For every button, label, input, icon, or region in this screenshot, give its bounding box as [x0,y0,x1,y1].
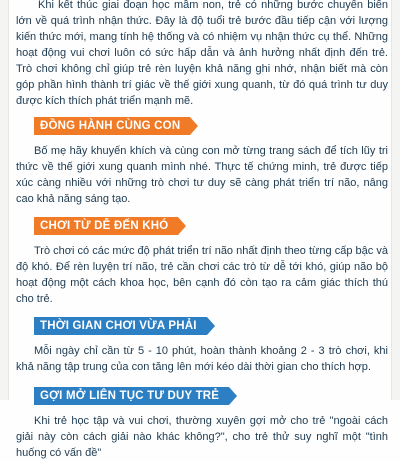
section-body-play-time: Mỗi ngày chỉ cần từ 5 - 10 phút, hoàn thành khoảng 2 - 3 trò chơi, khi khả năng tập trung của con tăng lên mới kéo dài thời gian cho thích hợp. [16,345,388,373]
section-body-companion: Bố mẹ hãy khuyến khích và cùng con mở từng trang sách để tích lũy tri thức về thế giới xung quanh mình nhé. Thực tế chứng minh, trẻ được tiếp xúc càng nhiều với những trò chơi tư duy sẽ càng phát triển trí não, nâng cao khả năng sáng tạo. [16,145,388,205]
page-edge-right [391,0,400,400]
section-heading-stimulate-thinking: GỢI MỞ LIÊN TỤC TƯ DUY TRẺ [34,387,229,405]
book-page [16,0,388,459]
section-heading-play-time: THỜI GIAN CHƠI VỪA PHẢI [34,317,207,335]
section-heading-easy-to-hard: CHƠI TỪ DỄ ĐẾN KHÓ [34,217,178,235]
intro-paragraph: Khi kết thúc giai đoạn học mầm non, trẻ có những bước chuyển biến lớn về quá trình nhận thức. Đây là độ tuổi trẻ bước đầu tiếp cận với lượng kiến thức mới, mang tính hệ thống và có nhiệm vụ nhận thức cụ thể. Những hoạt động vui chơi luôn có sức hấp dẫn và ảnh hưởng nhất định đến trẻ. Trò chơi không chỉ giúp trẻ rèn luyện khả năng ghi nhớ, nhận biết mà còn góp phần hình thành trí giác về thế giới xung quanh, từ đó quá trình tư duy được kích thích phát triển mạnh mẽ. [16,0,388,107]
section-heading-companion: ĐỒNG HÀNH CÙNG CON [34,117,190,135]
section-body-easy-to-hard: Trò chơi có các mức độ phát triển trí não nhất định theo từng cấp bậc và độ khó. Để rèn luyện trí não, trẻ cần chơi các trò từ dễ tới khó, giúp não bộ hoạt động một cách khoa học, bên cạnh đó còn tạo ra cảm giác thích thú cho trẻ. [16,245,388,305]
page-edge-left [0,0,9,400]
section-body-stimulate-thinking: Khi trẻ học tập và vui chơi, thường xuyên gợi mở cho trẻ "ngoài cách giải này còn cách giải nào khác không?", cho trẻ thử suy nghĩ một "tình huống có vấn đề" [16,415,388,459]
